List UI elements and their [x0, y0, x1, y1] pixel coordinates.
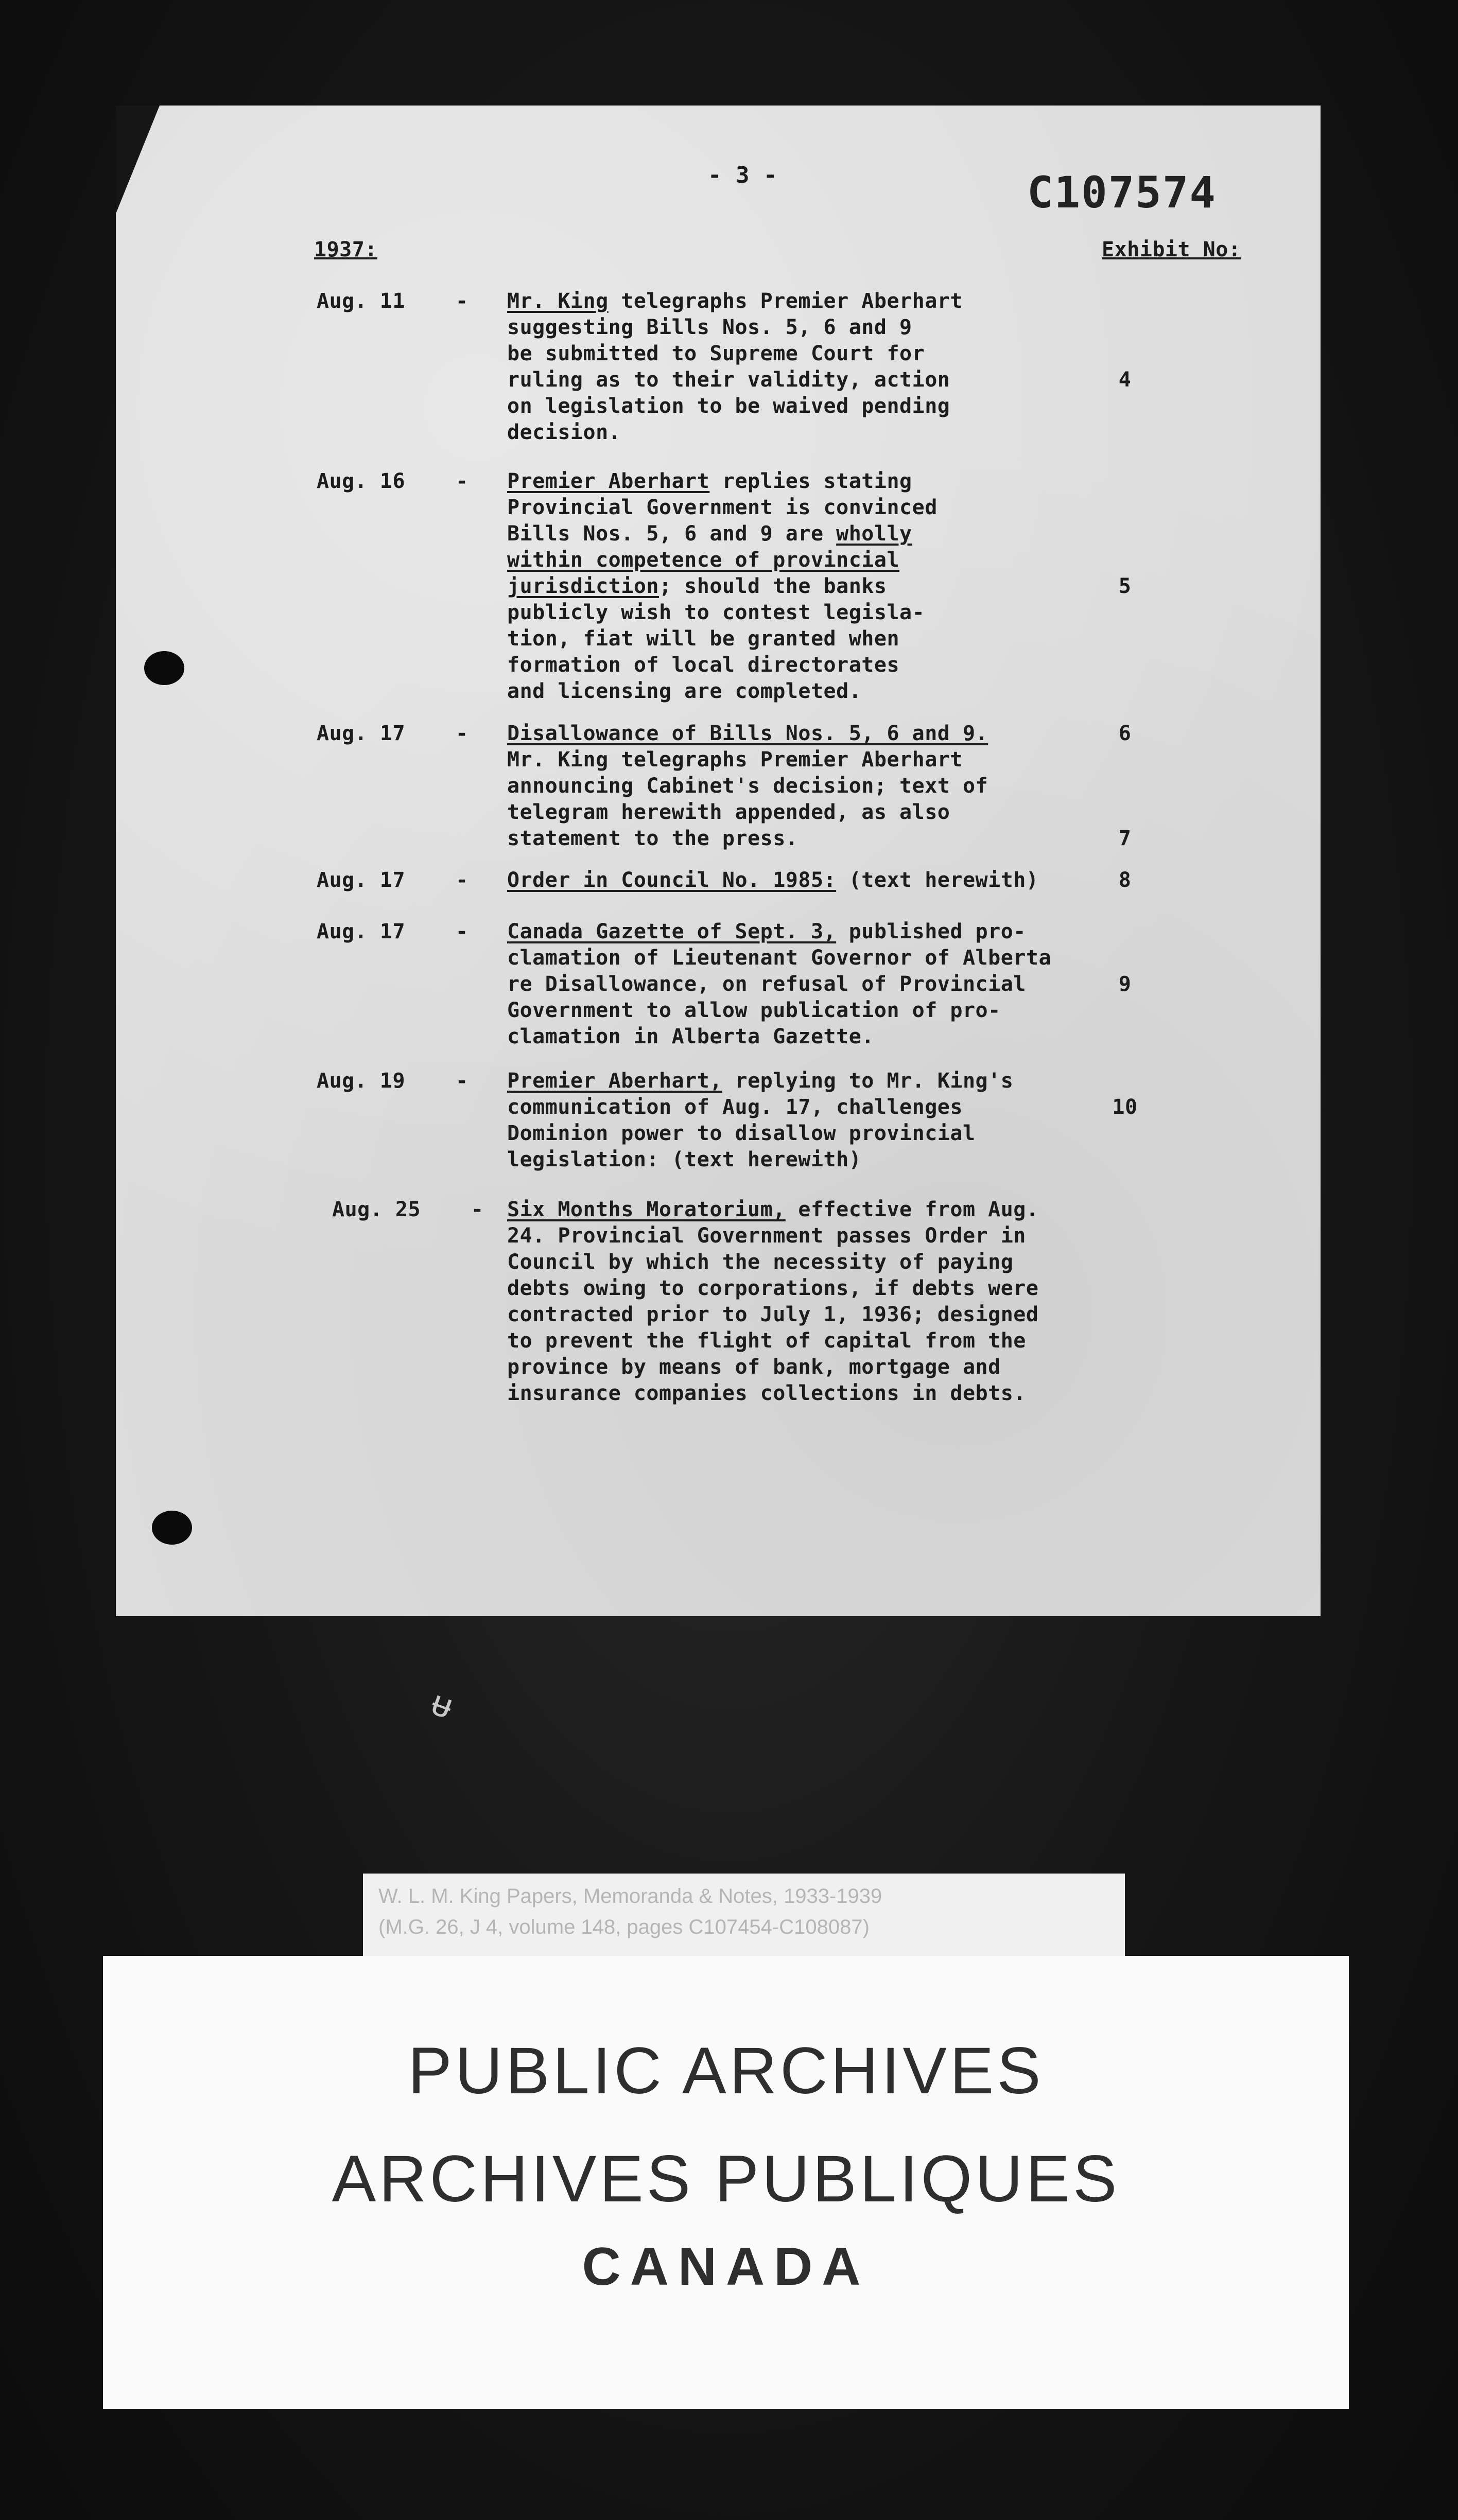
underlined-heading: Premier Aberhart [507, 469, 710, 493]
entry-dash: - [456, 920, 468, 943]
entry-text-line [507, 393, 950, 419]
entry-text: tion, fiat will be granted when [507, 627, 900, 651]
entry-text-line [507, 1223, 1026, 1249]
exhibit-number: 10 [1112, 1095, 1138, 1119]
punch-hole-icon [144, 651, 184, 685]
entry-text-line [507, 1094, 963, 1121]
entry-text: Provincial Government is convinced [507, 496, 938, 519]
entry-text-line [507, 1024, 874, 1050]
archives-card-country: CANADA [582, 2237, 870, 2297]
entry-text: effective from Aug. [785, 1198, 1039, 1221]
entry-text-line [507, 495, 938, 521]
entry-text-line [507, 826, 798, 852]
exhibit-number: 7 [1118, 827, 1132, 850]
entry-date: Aug. 17 [317, 920, 406, 943]
entry-text-line [507, 1147, 861, 1173]
entry-dash: - [471, 1198, 484, 1221]
entry-text-line [507, 997, 1001, 1024]
source-label-line-1: W. L. M. King Papers, Memoranda & Notes, 1933-1939 [378, 1885, 882, 1907]
film-blemish-mark: ᵾ [426, 1681, 459, 1728]
entry-dash: - [456, 722, 468, 745]
entry-date: Aug. 17 [317, 868, 406, 892]
entry-text: legislation: (text herewith) [507, 1148, 862, 1171]
folded-corner [116, 106, 160, 214]
entry-text-line [507, 468, 912, 495]
entry-text-line [507, 747, 963, 773]
underlined-heading: Order in Council No. 1985: [507, 868, 837, 892]
entry-text-line [507, 1380, 1026, 1407]
entry-text: decision. [507, 421, 621, 444]
entry-dash: - [456, 289, 468, 313]
typed-document-page [116, 106, 1321, 1616]
entry-text-line [507, 799, 950, 826]
entry-text: re Disallowance, on refusal of Provincial [507, 972, 1026, 996]
entry-text: clamation in Alberta Gazette. [507, 1025, 874, 1048]
entry-dash: - [456, 1069, 468, 1093]
entry-text-line [507, 945, 1051, 971]
exhibit-number: 4 [1118, 368, 1132, 392]
entry-text-line [507, 1275, 1038, 1302]
entry-text-line [507, 773, 988, 799]
entry-dash: - [456, 868, 468, 892]
entry-text-line [507, 341, 925, 367]
entry-text: replying to Mr. King's [722, 1069, 1014, 1093]
exhibit-number: 5 [1118, 574, 1132, 598]
entry-text: be submitted to Supreme Court for [507, 342, 925, 365]
entry-text: Dominion power to disallow provincial [507, 1122, 976, 1145]
entry-text: published pro- [836, 920, 1026, 943]
exhibit-header: Exhibit No: [1102, 238, 1241, 261]
entry-text: suggesting Bills Nos. 5, 6 and 9 [507, 316, 912, 339]
source-label-strip [363, 1874, 1125, 1961]
entry-text: 24. Provincial Government passes Order in [507, 1224, 1026, 1248]
archives-card-title-en: PUBLIC ARCHIVES [408, 2034, 1044, 2108]
entry-text-line [507, 521, 912, 547]
underlined-heading: Disallowance of Bills Nos. 5, 6 and 9. [507, 722, 988, 745]
underlined-heading: Canada Gazette of Sept. 3, [507, 920, 837, 943]
entry-text: ; should the banks [658, 574, 887, 598]
entry-text-line [507, 1328, 1026, 1354]
entry-date: Aug. 25 [332, 1198, 421, 1221]
entry-text-line [507, 1249, 1013, 1275]
exhibit-number: 9 [1118, 972, 1132, 996]
underlined-heading: within competence of provincial [507, 548, 900, 572]
entry-text-line [507, 867, 1038, 894]
entry-text: publicly wish to contest legisla- [507, 601, 925, 624]
punch-hole-icon [152, 1511, 192, 1545]
underlined-heading: Premier Aberhart, [507, 1069, 722, 1093]
entry-text: (text herewith) [836, 868, 1039, 892]
entry-text: telegraphs Premier Aberhart [608, 289, 963, 313]
entry-text: on legislation to be waived pending [507, 394, 950, 418]
entry-date: Aug. 11 [317, 289, 406, 313]
entry-text: ruling as to their validity, action [507, 368, 950, 392]
entry-text-line [507, 626, 899, 652]
entry-text: telegram herewith appended, as also [507, 800, 950, 824]
entry-text-line [507, 419, 621, 446]
underlined-heading: Mr. King [507, 289, 609, 313]
entry-text-line [507, 288, 963, 314]
entry-text: formation of local directorates [507, 653, 900, 677]
entry-text-line [507, 314, 912, 341]
entry-text: and licensing are completed. [507, 679, 862, 703]
entry-text: replies stating [709, 469, 912, 493]
entry-text-line [507, 652, 899, 678]
entry-text: clamation of Lieutenant Governor of Alberta [507, 946, 1052, 970]
entry-text: province by means of bank, mortgage and [507, 1355, 1001, 1379]
underlined-heading: Six Months Moratorium, [507, 1198, 786, 1221]
entry-text-line [507, 919, 1026, 945]
underlined-phrase: wholly [836, 522, 912, 546]
underlined-heading: jurisdiction [507, 574, 659, 598]
year-header: 1937: [314, 238, 377, 261]
entry-dash: - [456, 469, 468, 493]
entry-text: insurance companies collections in debts. [507, 1381, 1026, 1405]
entry-text: debts owing to corporations, if debts were [507, 1276, 1039, 1300]
entry-text: Council by which the necessity of paying [507, 1250, 1014, 1274]
entry-date: Aug. 17 [317, 722, 406, 745]
archives-card-title-fr: ARCHIVES PUBLIQUES [332, 2142, 1120, 2216]
entry-text-line [507, 1197, 1038, 1223]
entry-text-line [507, 1302, 1038, 1328]
entry-text: statement to the press. [507, 827, 799, 850]
page-number: - 3 - [708, 162, 777, 188]
source-label-line-2: (M.G. 26, J 4, volume 148, pages C107454-C108087) [378, 1916, 870, 1938]
entry-text-line [507, 573, 887, 600]
entry-text: Mr. King telegraphs Premier Aberhart [507, 748, 963, 772]
entry-text: contracted prior to July 1, 1936; designed [507, 1303, 1039, 1326]
entry-date: Aug. 16 [317, 469, 406, 493]
exhibit-number: 6 [1118, 722, 1132, 745]
entry-text: Bills Nos. 5, 6 and 9 are [507, 522, 837, 546]
entry-date: Aug. 19 [317, 1069, 406, 1093]
entry-text-line [507, 1121, 976, 1147]
entry-text-line [507, 721, 988, 747]
entry-text-line [507, 1068, 1013, 1094]
entry-text-line [507, 600, 925, 626]
entry-text: Government to allow publication of pro- [507, 999, 1001, 1022]
entry-text-line [507, 1354, 1001, 1380]
entry-text: to prevent the flight of capital from the [507, 1329, 1026, 1353]
entry-text: communication of Aug. 17, challenges [507, 1095, 963, 1119]
entry-text-line [507, 367, 950, 393]
entry-text-line [507, 971, 1026, 997]
exhibit-number: 8 [1118, 868, 1132, 892]
entry-text-line [507, 547, 899, 573]
archives-card [103, 1956, 1349, 2409]
reference-stamp: C107574 [1027, 167, 1217, 218]
entry-text: announcing Cabinet's decision; text of [507, 774, 988, 798]
entry-text-line [507, 678, 861, 705]
